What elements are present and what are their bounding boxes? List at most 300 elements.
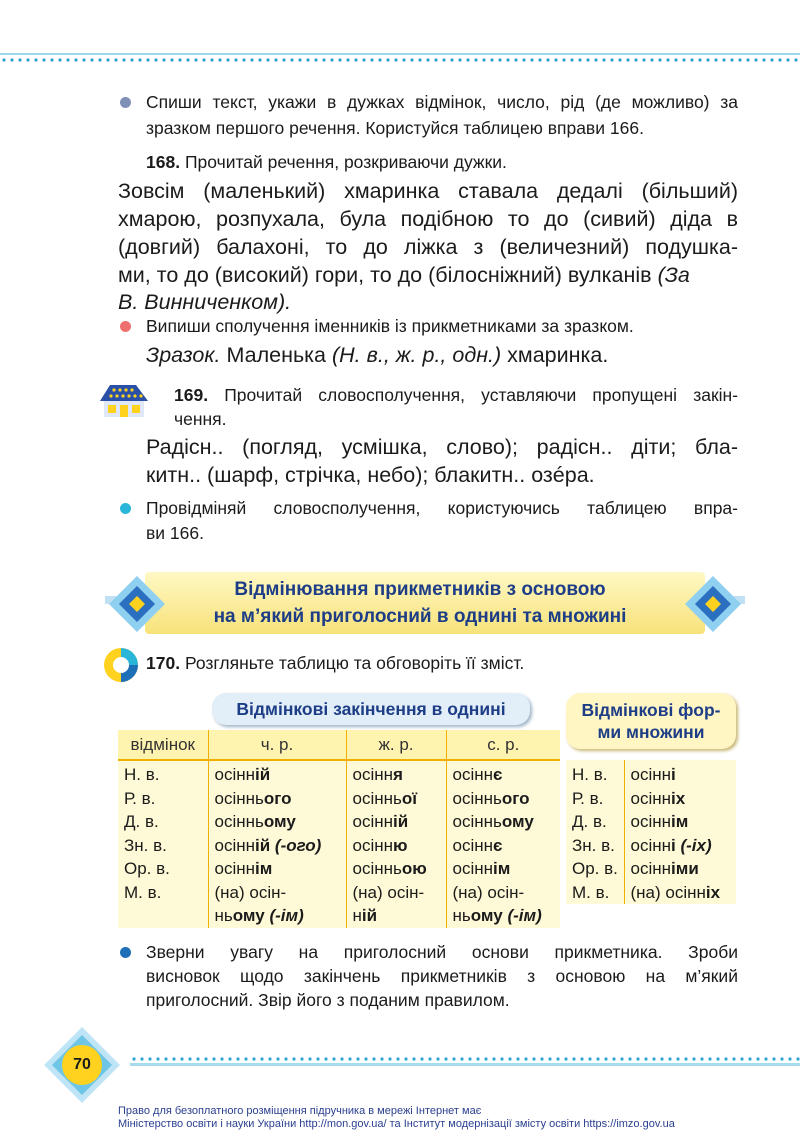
ornament-dot: [628, 1057, 631, 1060]
ornament-dot: [514, 58, 517, 61]
ornament-dot: [522, 58, 525, 61]
ornament-dot: [732, 1057, 735, 1060]
ornament-dot: [274, 58, 277, 61]
ornament-dot: [580, 1057, 583, 1060]
ornament-dot: [418, 58, 421, 61]
ornament-dot: [458, 58, 461, 61]
ending: ому: [501, 812, 534, 831]
form-cell: [215, 810, 342, 834]
plural-forms-column: [624, 760, 736, 904]
ornament-dot: [594, 58, 597, 61]
ornament-dot: [650, 58, 653, 61]
ornament-dot: [388, 1057, 391, 1060]
ornament-dot: [570, 58, 573, 61]
ornament-dot: [210, 58, 213, 61]
ornament-dot: [284, 1057, 287, 1060]
exercise-169-instruction-line1: [174, 382, 738, 408]
task-observe-line1: Зверни увагу на приголосний основи прикметника. Зроби: [146, 942, 738, 962]
ornament-dot: [386, 58, 389, 61]
instruction-text: Прочитай речення, розкриваючи дужки.: [184, 152, 507, 172]
ornament-dot: [340, 1057, 343, 1060]
exercise-168-instruction: [146, 149, 746, 175]
ornament-dot: [548, 1057, 551, 1060]
ornament-dot: [338, 58, 341, 61]
form-cell: [453, 904, 557, 928]
form-cell: [631, 810, 734, 834]
ornament-dot: [140, 1057, 143, 1060]
ornament-dot: [372, 1057, 375, 1060]
ending: ім: [493, 859, 511, 878]
ornament-dot: [794, 58, 797, 61]
ornament-dot: [370, 58, 373, 61]
ornament-dot: [314, 58, 317, 61]
form-cell: (на) осін-: [352, 882, 425, 902]
ornament-dot: [276, 1057, 279, 1060]
stem: осінн: [452, 835, 494, 855]
prefix: (на): [630, 882, 666, 902]
ending: ій: [361, 906, 378, 925]
sample-word: Маленька: [226, 343, 326, 367]
section-heading-line2: на м’який приголосний в однині та множині: [213, 606, 627, 627]
ending: ій: [393, 812, 409, 831]
footer-copyright: [118, 1105, 675, 1131]
top-ornament-border: [0, 50, 800, 66]
stem: нь: [452, 906, 471, 925]
stem: осінн: [452, 859, 494, 878]
ornament-dot: [476, 1057, 479, 1060]
ornament-dot: [562, 58, 565, 61]
bullet-cyan: [120, 503, 131, 514]
ornament-dot: [402, 58, 405, 61]
text-line: ми, то до (високий) гори, то до (білосніжний) вулканів: [118, 263, 652, 287]
case-column: [118, 760, 208, 928]
form-cell: [353, 810, 442, 834]
case-column: [566, 760, 624, 904]
ornament-dot: [530, 58, 533, 61]
ornament-dot: [578, 58, 581, 61]
ornament-dot: [172, 1057, 175, 1060]
ornament-dot: [332, 1057, 335, 1060]
stem: осіннь: [214, 788, 264, 808]
instruction-text: Прочитай словосполучення, уставляючи пропущені закін-: [224, 385, 738, 405]
ornament-dot: [778, 58, 781, 61]
ornament-dot: [196, 1057, 199, 1060]
case-label: Р. в.: [124, 788, 156, 808]
ornament-dot: [356, 1057, 359, 1060]
ornament-dot: [82, 58, 85, 61]
ornament-dot: [764, 1057, 767, 1060]
stem: осіннь: [452, 788, 502, 808]
ornament-dot: [90, 58, 93, 61]
ornament-dot: [586, 58, 589, 61]
form-cell: [215, 857, 342, 881]
ornament-dot: [620, 1057, 623, 1060]
ending: і: [671, 765, 676, 784]
form-cell: [453, 857, 557, 881]
ornament-dot: [730, 58, 733, 61]
ornament-dot: [178, 58, 181, 61]
ornament-dot: [466, 58, 469, 61]
stem: осінн: [630, 765, 672, 784]
form-cell: [215, 834, 342, 858]
ornament-dot: [212, 1057, 215, 1060]
exercise-number: 169.: [174, 385, 209, 405]
ending: ою: [401, 859, 427, 878]
ornament-dot: [626, 58, 629, 61]
ending: ій: [255, 835, 271, 855]
ornament-dot: [532, 1057, 535, 1060]
stem: осінн: [214, 765, 256, 784]
ornament-dot: [770, 58, 773, 61]
ornament-dot: [756, 1057, 759, 1060]
ornament-dot: [602, 58, 605, 61]
bullet-red: [120, 321, 131, 332]
form-cell: [353, 787, 442, 811]
case-label: Зн. в.: [124, 835, 167, 855]
stem: осінн: [214, 835, 256, 855]
ornament-dot: [412, 1057, 415, 1060]
sample-note: (Н. в., ж. р., одн.): [331, 343, 502, 367]
stem: осінн: [630, 859, 672, 878]
form-cell: [353, 857, 442, 881]
stem: осіннь: [352, 859, 402, 878]
ornament-dot: [300, 1057, 303, 1060]
case-label: Р. в.: [572, 788, 604, 808]
ornament-dot: [202, 58, 205, 61]
ornament-dot: [218, 58, 221, 61]
ornament-dot: [410, 58, 413, 61]
ornament-dot: [252, 1057, 255, 1060]
feminine-column: [346, 760, 446, 928]
ornament-dot: [236, 1057, 239, 1060]
stem: осінн: [452, 765, 494, 784]
table-header-row: [118, 730, 560, 760]
case-label: Д. в.: [572, 812, 607, 831]
ornament-dot: [396, 1057, 399, 1060]
ornament-dot: [162, 58, 165, 61]
ornament-dot: [186, 58, 189, 61]
ornament-dot: [588, 1057, 591, 1060]
ornament-dot: [746, 58, 749, 61]
ornament-dot: [618, 58, 621, 61]
footer-line1: Право для безоплатного розміщення підручника в мережі Інтернет має: [118, 1105, 482, 1117]
stem: н: [352, 906, 362, 925]
ornament-dot: [50, 58, 53, 61]
header-case: відмінок: [118, 730, 208, 760]
table-body-row: [566, 760, 736, 904]
ornament-dot: [634, 58, 637, 61]
ornament-dot: [644, 1057, 647, 1060]
exercise-169-text-line1: Радісн.. (погляд, усмішка, слово); радісн.. діти; бла-: [146, 435, 738, 459]
case-label: Ор. в.: [572, 859, 618, 878]
ending: я: [393, 765, 403, 784]
ornament-dot: [482, 58, 485, 61]
sample-label: Зразок.: [146, 343, 221, 367]
ornament-dot: [156, 1057, 159, 1060]
form-cell: [631, 834, 734, 858]
case-label: Н. в.: [572, 765, 608, 784]
form-cell: [215, 787, 342, 811]
form-cell: (на) осін-: [214, 882, 287, 902]
stem: нь: [214, 906, 233, 925]
ornament-dot: [506, 58, 509, 61]
task-write-out: Випиши сполучення іменників із прикметниками за зразком.: [146, 316, 634, 336]
ornament-dot: [26, 58, 29, 61]
ornament-dot: [572, 1057, 575, 1060]
ornament-dot: [780, 1057, 783, 1060]
ending: ій: [255, 765, 271, 784]
masculine-column: [208, 760, 346, 928]
ornament-dot: [722, 58, 725, 61]
ornament-dot: [34, 58, 37, 61]
ornament-dot: [234, 58, 237, 61]
ornament-dot: [18, 58, 21, 61]
form-cell: [353, 763, 442, 787]
singular-table-title: Відмінкові закінчення в однині: [212, 693, 530, 725]
task-decline-line2: ви 166.: [146, 523, 204, 543]
ornament-dot: [660, 1057, 663, 1060]
ornament-dot: [378, 58, 381, 61]
exercise-169-instruction-line2: чення.: [174, 409, 227, 429]
ornament-dot: [292, 1057, 295, 1060]
ornament-dot: [138, 58, 141, 61]
singular-endings-table: [118, 730, 560, 928]
stem: осінн: [630, 788, 672, 808]
ornament-dot: [796, 1057, 799, 1060]
stem: осінн: [665, 882, 706, 902]
case-label: М. в.: [572, 882, 610, 902]
ornament-dot: [364, 1057, 367, 1060]
plural-title-line2: ми множини: [597, 722, 705, 742]
form-cell: [631, 763, 734, 787]
ornament-dot: [684, 1057, 687, 1060]
case-label: Ор. в.: [124, 859, 170, 878]
ornament-dot: [546, 58, 549, 61]
ornament-dot: [610, 58, 613, 61]
ornament-dot: [492, 1057, 495, 1060]
case-label: М. в.: [124, 882, 162, 902]
ornament-dot: [250, 58, 253, 61]
ornament-dot: [468, 1057, 471, 1060]
task-rewrite-line1: Спиши текст, укажи в дужках відмінок, число, рід (де можливо) за: [146, 92, 738, 112]
ornament-dot: [748, 1057, 751, 1060]
ornament-dot: [682, 58, 685, 61]
ornament-dot: [330, 58, 333, 61]
ornament-dot: [612, 1057, 615, 1060]
ornament-dot: [268, 1057, 271, 1060]
ornament-dot: [428, 1057, 431, 1060]
footer-line2: Міністерство освіти і науки України http://mon.gov.ua/ та Інститут модернізації змісту освіти https://imzo.gov.ua: [118, 1118, 675, 1130]
task-rewrite-line2: зразком першого речення. Користуйся таблицею вправи 166.: [146, 118, 644, 138]
task-decline-line1: Провідміняй словосполучення, користуючись таблицею впра-: [146, 498, 738, 518]
stem: осінн: [630, 835, 672, 855]
ornament-dot: [554, 58, 557, 61]
author-attribution-start: (За: [657, 263, 690, 287]
ornament-dot: [106, 58, 109, 61]
ornament-dot: [436, 1057, 439, 1060]
form-cell: [631, 881, 734, 905]
ornament-dot: [666, 58, 669, 61]
form-cell: [631, 857, 734, 881]
discussion-circle-icon: [103, 647, 139, 683]
ornament-dot: [700, 1057, 703, 1060]
ornament-dot: [450, 58, 453, 61]
plural-table-title: [566, 693, 736, 749]
section-heading-line1: Відмінювання прикметників з основою: [234, 579, 606, 600]
ornament-dot: [130, 58, 133, 61]
ornament-dot: [290, 58, 293, 61]
stem: осіннь: [452, 812, 502, 831]
ornament-dot: [708, 1057, 711, 1060]
ornament-dot: [740, 1057, 743, 1060]
ornament-dot: [434, 58, 437, 61]
ornament-dot: [180, 1057, 183, 1060]
ornament-dot: [266, 58, 269, 61]
instruction-text: Розгляньте таблицю та обговоріть її зміст.: [184, 653, 525, 673]
case-label: Зн. в.: [572, 835, 615, 855]
ornament-dot: [772, 1057, 775, 1060]
neuter-column: [446, 760, 560, 928]
stem: осінн: [630, 812, 672, 831]
ornament-dot: [394, 58, 397, 61]
ornament-dot: [322, 58, 325, 61]
exercise-168-text-line3: (довгий) балахоні, то до ліжка з (величезний) подушка-: [118, 235, 738, 259]
ornament-dot: [42, 58, 45, 61]
header-masculine: ч. р.: [208, 730, 346, 760]
ending: іми: [671, 859, 699, 878]
ornament-dot: [260, 1057, 263, 1060]
exercise-168-text-line1: Зовсім (маленький) хмаринка ставала дедалі (більший): [118, 179, 738, 203]
house-icon: [92, 381, 154, 419]
ornament-dot: [564, 1057, 567, 1060]
ornament-dot: [754, 58, 757, 61]
ornament-dot: [724, 1057, 727, 1060]
variant-note: (-іх): [675, 835, 712, 855]
ornament-dot: [540, 1057, 543, 1060]
variant-note: (-ім): [502, 906, 542, 925]
ornament-dot: [738, 58, 741, 61]
ornament-dot: [762, 58, 765, 61]
header-feminine: ж. р.: [346, 730, 446, 760]
ornament-dot: [348, 1057, 351, 1060]
form-cell: [631, 787, 734, 811]
sample-line: [146, 340, 608, 371]
ornament-dot: [298, 58, 301, 61]
form-cell: [353, 834, 442, 858]
exercise-number: 170.: [146, 653, 181, 673]
ornament-dot: [484, 1057, 487, 1060]
ornament-dot: [114, 58, 117, 61]
ending: ім: [671, 812, 689, 831]
ending: і: [671, 835, 676, 855]
exercise-169-text-line2: китн.. (шарф, стрічка, небо); блакитн.. озéра.: [146, 463, 595, 487]
exercise-170-instruction: [146, 650, 746, 676]
ornament-dot: [508, 1057, 511, 1060]
stem: осінн: [352, 835, 394, 855]
ornament-dot: [244, 1057, 247, 1060]
ornament-dot: [242, 58, 245, 61]
ending: ому: [263, 812, 296, 831]
ornament-dot: [354, 58, 357, 61]
ornament-dot: [500, 1057, 503, 1060]
ornament-dot: [306, 58, 309, 61]
ornament-dot: [164, 1057, 167, 1060]
ornament-dot: [98, 58, 101, 61]
ornament-dot: [716, 1057, 719, 1060]
ornament-dot: [58, 58, 61, 61]
ornament-dot: [444, 1057, 447, 1060]
ornament-dot: [690, 58, 693, 61]
variant-note: (-ого): [270, 835, 322, 855]
form-cell: [215, 763, 342, 787]
ending: ім: [255, 859, 273, 878]
ornament-dot: [698, 58, 701, 61]
ornament-dot: [420, 1057, 423, 1060]
stem: осіннь: [352, 788, 402, 808]
ornament-dot: [788, 1057, 791, 1060]
ornament-dot: [452, 1057, 455, 1060]
ornament-dot: [652, 1057, 655, 1060]
ornament-dot: [170, 58, 173, 61]
ornament-dot: [524, 1057, 527, 1060]
ornament-dot: [642, 58, 645, 61]
ornament-dot: [442, 58, 445, 61]
ornament-dot: [426, 58, 429, 61]
ending: іх: [671, 788, 686, 808]
ornament-dot: [604, 1057, 607, 1060]
form-cell: [453, 810, 557, 834]
ornament-dot: [132, 1057, 135, 1060]
ornament-dot: [460, 1057, 463, 1060]
ornament-dot: [474, 58, 477, 61]
ornament-dot: [220, 1057, 223, 1060]
ornament-dot: [258, 58, 261, 61]
case-label: Н. в.: [124, 765, 160, 784]
ending: є: [493, 765, 503, 784]
stem: осінн: [214, 859, 256, 878]
ornament-dot: [204, 1057, 207, 1060]
bullet-blue: [120, 947, 131, 958]
ornament-dot: [538, 58, 541, 61]
variant-note: (-ім): [264, 906, 304, 925]
ornament-dot: [146, 58, 149, 61]
ornament-dot: [226, 58, 229, 61]
ornament-dot: [786, 58, 789, 61]
ornament-dot: [316, 1057, 319, 1060]
exercise-number: 168.: [146, 152, 181, 172]
ornament-dot: [308, 1057, 311, 1060]
ending: є: [493, 835, 503, 855]
form-cell: [453, 787, 557, 811]
ending: ого: [263, 788, 292, 808]
ornament-dot: [10, 58, 13, 61]
ornament-dot: [66, 58, 69, 61]
form-cell: [453, 763, 557, 787]
plural-title-line1: Відмінкові фор-: [581, 700, 721, 720]
ornament-dot: [676, 1057, 679, 1060]
ornament-dot: [692, 1057, 695, 1060]
exercise-168-text-line2: хмарою, розпухала, була подібною то до (сивий) діда в: [118, 207, 738, 231]
ornament-dot: [2, 58, 5, 61]
ornament-dot: [194, 58, 197, 61]
ornament-dot: [228, 1057, 231, 1060]
form-cell: (на) осін-: [452, 882, 525, 902]
ornament-dot: [122, 58, 125, 61]
ending: ої: [401, 788, 418, 808]
stem: осіннь: [214, 812, 264, 831]
ornament-dot: [404, 1057, 407, 1060]
ornament-dot: [74, 58, 77, 61]
